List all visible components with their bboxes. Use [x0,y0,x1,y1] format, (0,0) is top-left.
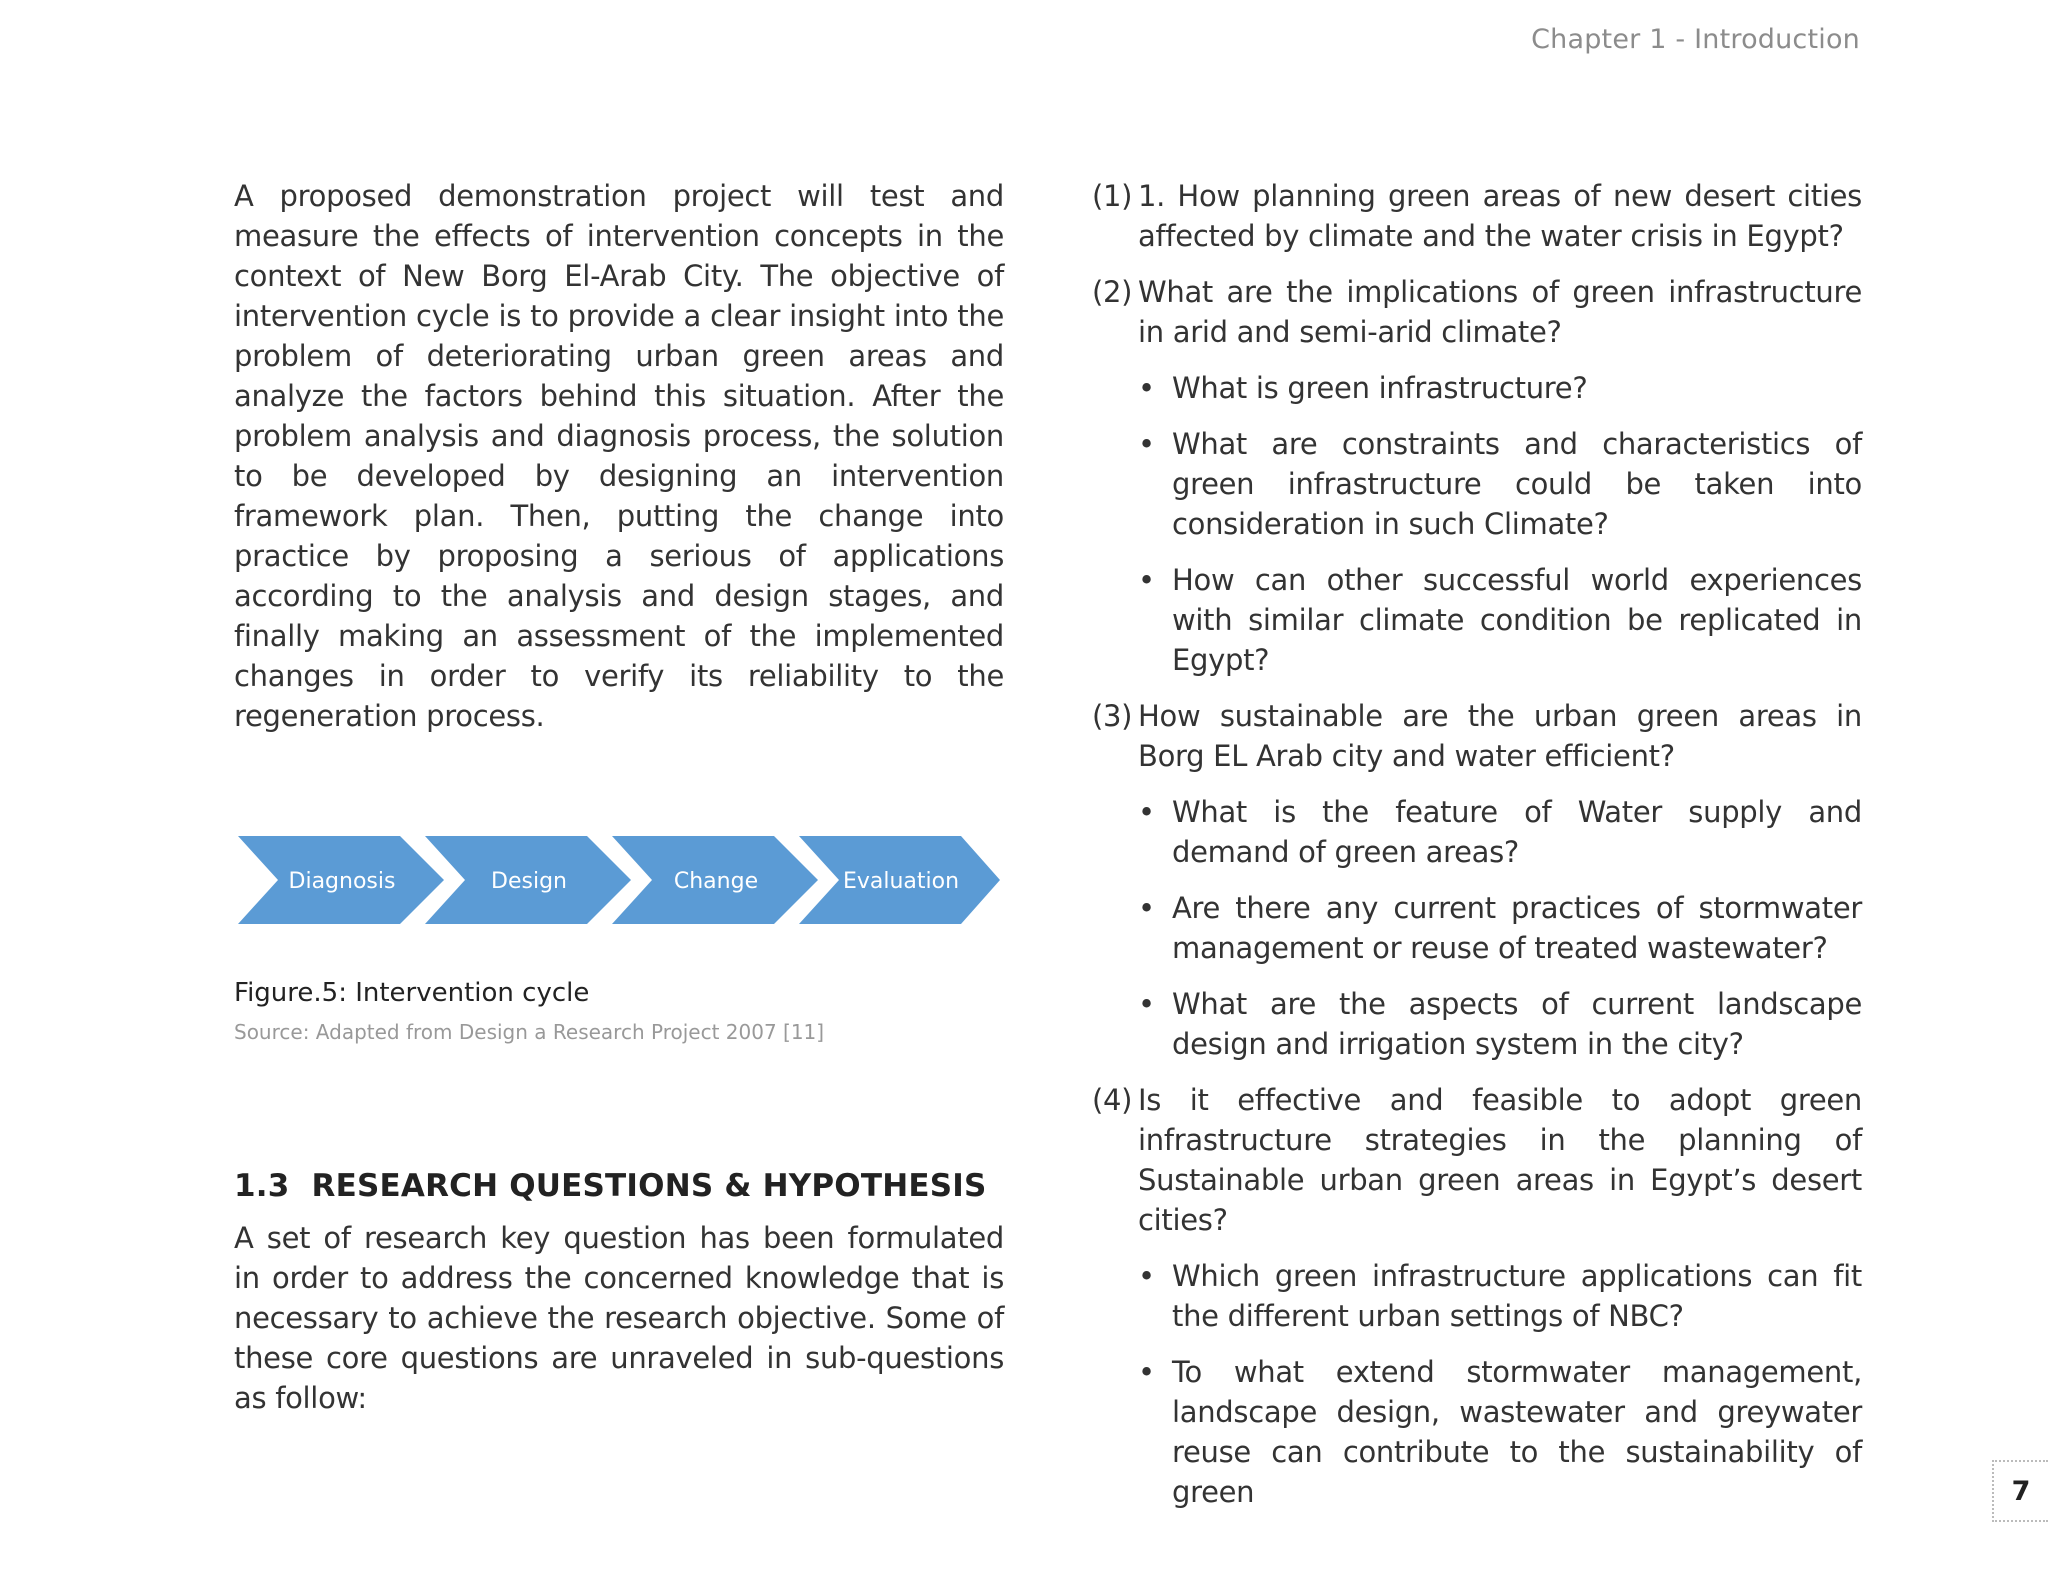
question-number: (1) [1092,179,1133,213]
bullet-icon: • [1138,795,1155,829]
running-header: Chapter 1 - Introduction [1531,24,1860,55]
cycle-label-evaluation: Evaluation [842,869,960,894]
question-number: (2) [1092,275,1133,309]
section-heading [234,1168,1004,1204]
left-column [234,176,1004,1418]
intro-paragraph: A proposed demonstration project will test and measure the effects of intervention concepts in the context of New Borg El-Arab City. The objective of intervention cycle is to provide a clear insight into the problem of deteriorating urban green areas and analyze the factors behind this situation. After the problem analysis and diagnosis process, the solution to be developed by designing an intervention framework plan. Then, putting the change into practice by proposing a serious of applications according to the analysis and design stages, and finally making an assessment of the implemented changes in order to verify its reliability to the regeneration process. [234,179,1004,733]
sub-question-list [1092,792,1862,1064]
sub-question-text: What are the aspects of current landscape design and irrigation system in the city? [1172,987,1862,1061]
intervention-cycle-diagram [234,832,1004,928]
section-number: 1.3 [234,1168,290,1204]
sub-question-list [1092,368,1862,680]
question-text: How sustainable are the urban green areas in Borg EL Arab city and water efficient? [1138,699,1862,773]
sub-question-text: How can other successful world experiences with similar climate condition be replicated in Egypt? [1172,563,1862,677]
bullet-icon: • [1138,427,1155,461]
sub-question-text: What is green infrastructure? [1172,371,1588,405]
section-paragraph: A set of research key question has been formulated in order to address the concerned knowledge that is necessary to achieve the research objective. Some of these core questions are unraveled in sub-questions as follow: [234,1221,1004,1415]
sub-question [1092,560,1862,680]
bullet-icon: • [1138,987,1155,1021]
bullet-icon: • [1138,371,1155,405]
figure-caption [234,978,1004,1008]
question-item [1092,176,1862,256]
question-item [1092,696,1862,776]
figure-number: Figure.5: [234,978,347,1008]
cycle-label-diagnosis: Diagnosis [288,869,396,894]
sub-question [1092,792,1862,872]
question-item [1092,272,1862,352]
sub-question-text: To what extend stormwater management, landscape design, wastewater and greywater reuse can contribute to the sustainability of green [1172,1355,1862,1509]
sub-question [1092,1352,1862,1512]
bullet-icon: • [1138,1259,1155,1293]
question-text: What are the implications of green infrastructure in arid and semi-arid climate? [1138,275,1862,349]
sub-question-text: Are there any current practices of stormwater management or reuse of treated wastewater? [1172,891,1862,965]
sub-question-text: Which green infrastructure applications can fit the different urban settings of NBC? [1172,1259,1862,1333]
section-title: RESEARCH QUESTIONS & HYPOTHESIS [311,1168,987,1204]
bullet-icon: • [1138,891,1155,925]
intervention-cycle-svg [234,832,1004,928]
sub-question-list [1092,1256,1862,1512]
bullet-icon: • [1138,563,1155,597]
question-number: (4) [1092,1083,1133,1117]
sub-question [1092,888,1862,968]
cycle-label-design: Design [491,869,567,894]
question-item [1092,1080,1862,1240]
sub-question [1092,984,1862,1064]
figure-title: Intervention cycle [355,978,590,1008]
sub-question-text: What is the feature of Water supply and demand of green areas? [1172,795,1862,869]
cycle-label-change: Change [673,869,759,894]
question-text: Is it effective and feasible to adopt green infrastructure strategies in the planning of Sustainable urban green areas in Egypt’s desert cities? [1138,1083,1862,1237]
bullet-icon: • [1138,1355,1155,1389]
sub-question-text: What are constraints and characteristics of green infrastructure could be taken into consideration in such Climate? [1172,427,1862,541]
sub-question [1092,368,1862,408]
sub-question [1092,424,1862,544]
page-number: 7 [1992,1460,2048,1522]
question-text: 1. How planning green areas of new desert cities affected by climate and the water crisis in Egypt? [1138,179,1862,253]
sub-question [1092,1256,1862,1336]
question-number: (3) [1092,699,1133,733]
figure-source: Source: Adapted from Design a Research Project 2007 [11] [234,1020,825,1044]
right-column [1092,176,1862,1528]
